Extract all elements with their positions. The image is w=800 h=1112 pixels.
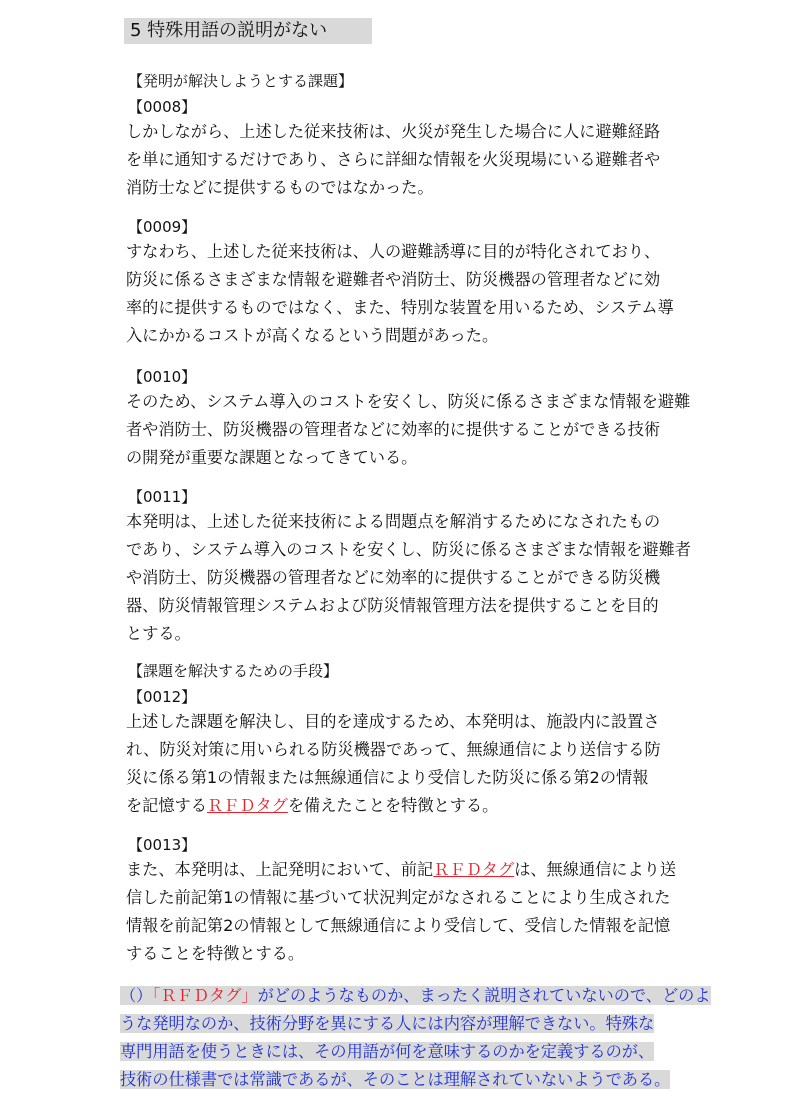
comment-line: 専門用語を使うときには、その用語が何を意味するのかを定義するのが、 — [120, 1042, 655, 1061]
text-line: することを特徴とする。 — [126, 944, 305, 963]
comment-term-rfd-tag: 「ＲＦＤタグ」 — [152, 986, 258, 1005]
highlighted-term-rfd-tag: ＲＦＤタグ — [206, 796, 288, 815]
paragraph-0012 — [126, 708, 686, 820]
text-line: 器、防災情報管理システムおよび防災情報管理方法を提供することを目的 — [126, 596, 659, 615]
highlighted-term-rfd-tag: ＲＦＤタグ — [433, 860, 515, 879]
text-line: 入にかかるコストが高くなるという問題があった。 — [126, 326, 499, 345]
text-segment: を記憶する — [126, 796, 207, 815]
paragraph-0010 — [126, 388, 691, 472]
text-segment: を備えたことを特徴とする。 — [287, 796, 499, 815]
text-line — [126, 792, 686, 820]
text-line — [126, 856, 686, 884]
text-line: や消防士、防災機器の管理者などに効率的に提供することができる防災機 — [126, 568, 661, 587]
comment-line — [120, 986, 711, 1005]
text-line: 防災に係るさまざまな情報を避難者や消防士、防災機器の管理者などに効 — [126, 270, 661, 289]
text-line: しかしながら、上述した従来技術は、火災が発生した場合に人に避難経路 — [126, 122, 661, 141]
text-segment: がどのようなものか、まったく説明されていないので、どのよ — [257, 986, 711, 1005]
text-line: 信した前記第1の情報に基づいて状況判定がなされることにより生成された — [126, 888, 671, 907]
comment-line: うな発明なのか、技術分野を異にする人には内容が理解できない。特殊な — [120, 1014, 655, 1033]
paragraph-0009 — [126, 238, 686, 350]
text-line: 消防士などに提供するものではなかった。 — [126, 178, 434, 197]
text-line: とする。 — [126, 624, 191, 643]
text-line: 率的に提供するものではなく、また、特別な装置を用いるため、システム導 — [126, 298, 674, 317]
section-title: 5 特殊用語の説明がない — [124, 18, 372, 44]
text-line: 本発明は、上述した従来技術による問題点を解消するためになされたもの — [126, 512, 661, 531]
text-line: を単に通知するだけであり、さらに詳細な情報を火災現場にいる避難者や — [126, 150, 661, 169]
text-line: すなわち、上述した従来技術は、人の避難誘導に目的が特化されており、 — [126, 242, 661, 261]
heading-means: 【課題を解決するための手段】 — [128, 662, 339, 680]
comment-line: 技術の仕様書では常識であるが、そのことは理解されていないようである。 — [120, 1070, 671, 1089]
tag-0010: 【0010】 — [128, 368, 197, 386]
tag-0009: 【0009】 — [128, 218, 197, 236]
text-segment: は、無線通信により送 — [514, 860, 677, 879]
tag-0012: 【0012】 — [128, 688, 197, 706]
text-segment: また、本発明は、上記発明において、前記 — [126, 860, 434, 879]
text-line: 上述した課題を解決し、目的を達成するため、本発明は、施設内に設置さ — [126, 712, 660, 731]
paragraph-0011 — [126, 508, 691, 648]
tag-0008: 【0008】 — [128, 98, 197, 116]
paragraph-0013 — [126, 856, 686, 968]
tag-0011: 【0011】 — [128, 488, 197, 506]
text-line: 情報を前記第2の情報として無線通信により受信して、受信した情報を記憶 — [126, 916, 671, 935]
text-line: れ、防災対策に用いられる防災機器であって、無線通信により送信する防 — [126, 740, 661, 759]
text-line: の開発が重要な課題となってきている。 — [126, 448, 418, 467]
paragraph-0008 — [126, 118, 686, 202]
text-line: そのため、システム導入のコストを安くし、防災に係るさまざまな情報を避難 — [126, 392, 691, 411]
text-line: 災に係る第1の情報または無線通信により受信した防災に係る第2の情報 — [126, 768, 649, 787]
text-line: であり、システム導入のコストを安くし、防災に係るさまざまな情報を避難者 — [126, 540, 691, 559]
tag-0013: 【0013】 — [128, 836, 197, 854]
text-line: 者や消防士、防災機器の管理者などに効率的に提供することができる技術 — [126, 420, 661, 439]
reviewer-comment — [120, 982, 711, 1094]
comment-bracket: （） — [120, 986, 153, 1005]
heading-problem: 【発明が解決しようとする課題】 — [128, 72, 354, 90]
